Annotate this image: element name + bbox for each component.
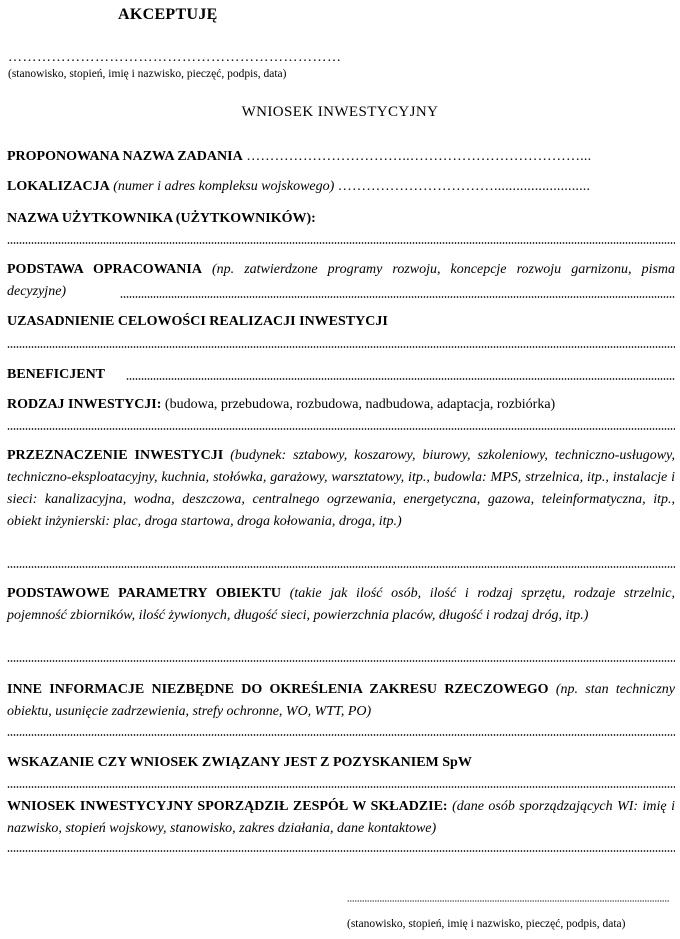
field-beneficiary: [7, 364, 675, 386]
field-investment-type: [7, 394, 675, 416]
fill-line: [7, 850, 675, 852]
field-label: NAZWA UŻYTKOWNIKA (UŻYTKOWNIKÓW):: [7, 211, 316, 226]
field-location: [7, 176, 675, 198]
field-hint: (numer i adres kompleksu wojskowego): [113, 179, 335, 194]
document-title: WNIOSEK INWESTYCYJNY: [241, 104, 439, 120]
field-user-name: [7, 208, 675, 230]
fill-line: [7, 346, 675, 348]
field-label: WNIOSEK INWESTYCYJNY SPORZĄDZIŁ ZESPÓŁ W SKŁADZIE:: [7, 799, 448, 814]
field-label: LOKALIZACJA: [7, 179, 110, 194]
field-label: UZASADNIENIE CELOWOŚCI REALIZACJI INWESTYCJI: [7, 314, 388, 329]
field-hint: (dane osób sporządzających WI: imię i nazwisko, stopień wojskowy, stanowisko, zakres działania, dane kontaktowe): [7, 799, 675, 836]
field-label: PROPONOWANA NAZWA ZADANIA: [7, 149, 243, 164]
field-hint: (budynek: sztabowy, koszarowy, biurowy, szkoleniowy, techniczno-usługowy, techniczno-eksploatacyjny, kuchnia, stołówka, garażowy, warsztatowy, itp., budowla: MPS, strzelnica, itp., instalacje i sieci: kanalizacyjna, wodna, deszczowa, centralnego ogrzewania, energetyczna, gazowa, teleinformatyczna, itp., obiekt inżynierski: plac, droga startowa, droga kołowania, droga, itp.): [7, 448, 675, 529]
field-purpose: [7, 445, 675, 533]
field-parameters: [7, 583, 675, 627]
field-options: (budowa, przebudowa, rozbudowa, nadbudowa, adaptacja, rozbiórka): [164, 397, 556, 412]
field-label: INNE INFORMACJE NIEZBĘDNE DO OKREŚLENIA ZAKRESU RZECZOWEGO: [7, 682, 549, 697]
field-hint: (takie jak ilość osób, ilość i rodzaj sprzętu, rodzaje strzelnic, pojemność zbiorników, ilość żywionych, długość sieci, powierzchnia placów, długość i rodzaj dróg, itp.): [7, 586, 676, 623]
field-proposed-name: [7, 146, 675, 168]
field-label: PRZEZNACZENIE INWESTYCJI: [7, 448, 224, 463]
signature-caption-top: (stanowisko, stopień, imię i nazwisko, pieczęć, podpis, data): [8, 68, 287, 80]
field-label: PODSTAWA OPRACOWANIA: [7, 262, 202, 277]
fill-line: [7, 428, 675, 430]
fill-line: [120, 296, 675, 298]
field-label: PODSTAWOWE PARAMETRY OBIEKTU: [7, 586, 282, 601]
accept-title: AKCEPTUJĘ: [118, 6, 218, 23]
field-team: [7, 796, 675, 840]
signature-line-top: ……………………………………………………………: [8, 50, 342, 65]
field-label: WSKAZANIE CZY WNIOSEK ZWIĄZANY JEST Z POZYSKANIEM SpW: [7, 755, 472, 770]
field-justification: [7, 311, 675, 333]
fill-line: [7, 734, 675, 736]
fill-dots: ……………………………..………………………………...: [246, 149, 592, 164]
fill-dots: ……………………………..........................: [337, 179, 591, 194]
field-other-info: [7, 679, 675, 723]
signature-line-bottom: [347, 900, 669, 902]
fill-line: [7, 242, 675, 244]
field-spw: [7, 752, 675, 774]
fill-line: [7, 566, 675, 568]
signature-caption-bottom: (stanowisko, stopień, imię i nazwisko, pieczęć, podpis, data): [347, 918, 626, 930]
fill-line: [7, 786, 675, 788]
fill-line: [7, 660, 675, 662]
fill-line: [126, 378, 675, 380]
field-hint: (np. stan techniczny obiektu, usunięcie zadrzewienia, strefy ochronne, WO, WTT, PO): [7, 682, 675, 719]
field-label: RODZAJ INWESTYCJI:: [7, 397, 162, 412]
field-hint: (np. zatwierdzone programy rozwoju, koncepcje rozwoju garnizonu, pisma decyzyjne): [7, 262, 676, 299]
field-label: BENEFICJENT: [7, 367, 106, 382]
